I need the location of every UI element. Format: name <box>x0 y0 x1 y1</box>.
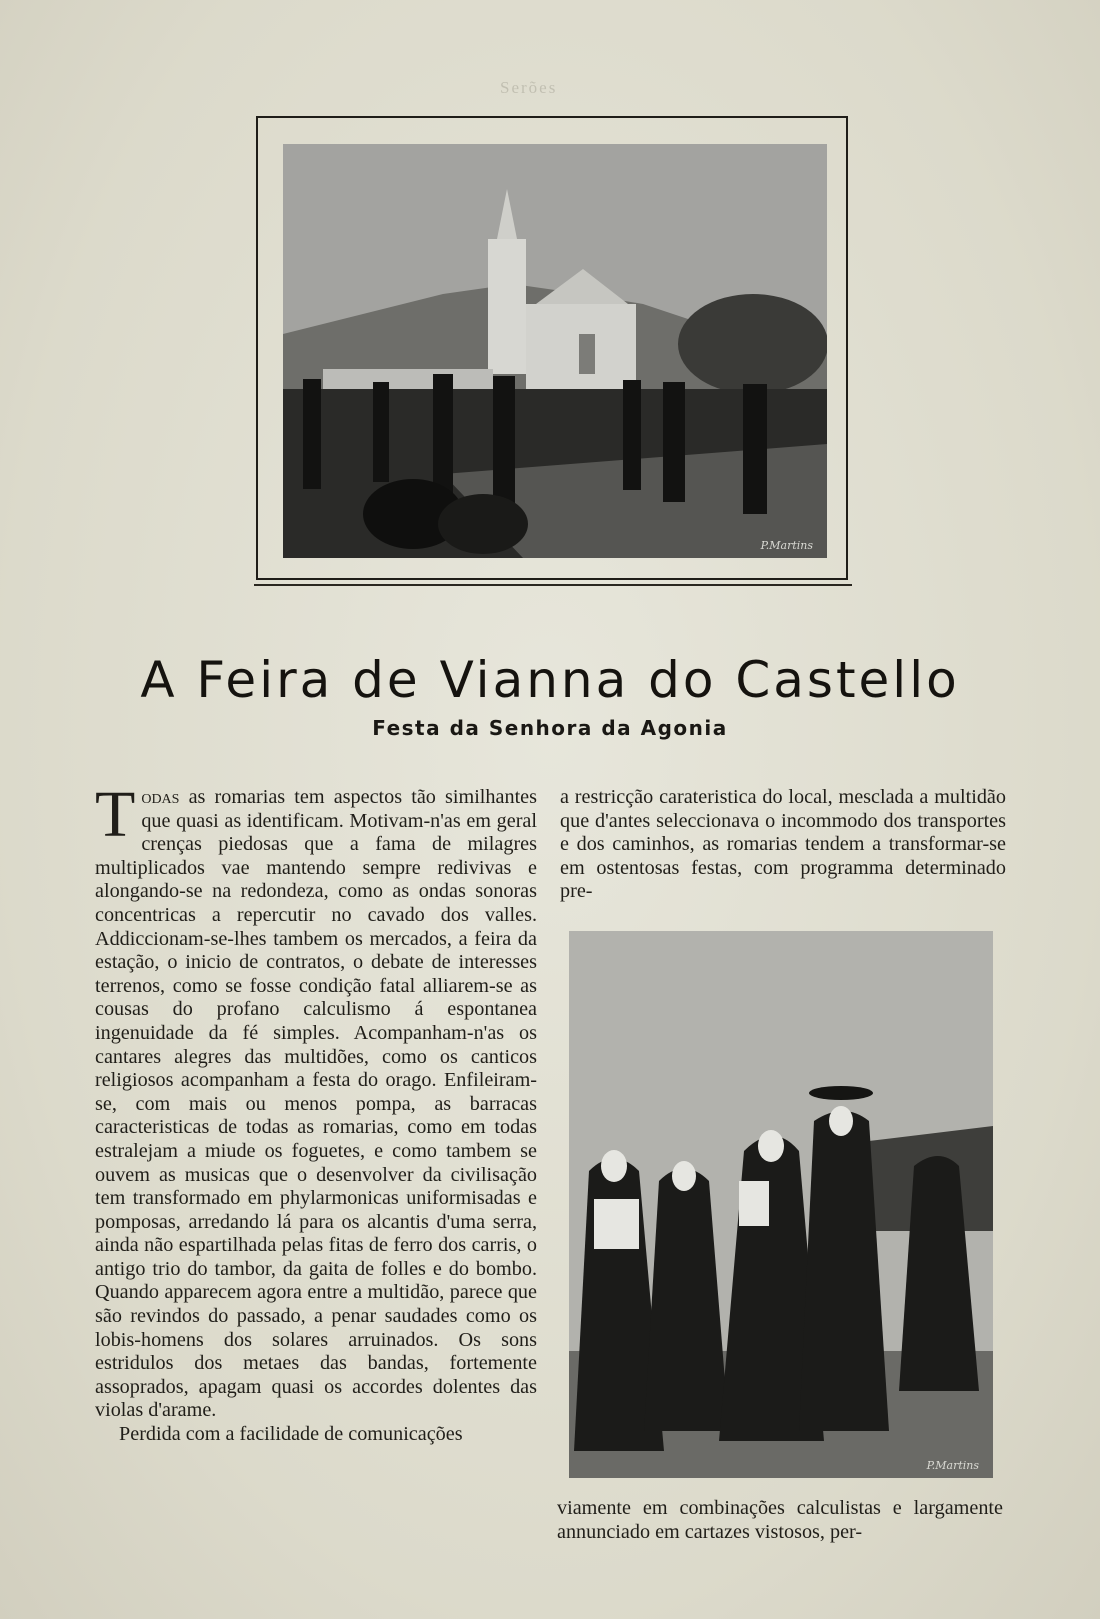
festival-church-photo <box>283 144 827 558</box>
left-text-column <box>95 778 537 1447</box>
article-title: A Feira de Vianna do Castello <box>140 650 960 709</box>
photo-signature: P.Martins <box>760 539 813 552</box>
drop-cap: T <box>95 778 136 851</box>
right-text-column-bottom: viamente em combinações calculistas e largamente annunciado em cartazes vistosos, per- <box>557 1497 1003 1543</box>
procession-women-photo <box>569 931 993 1478</box>
procession-illustration <box>569 931 993 1478</box>
paragraph-1 <box>95 778 537 1423</box>
paragraph-1-body: as romarias tem aspectos tão similhantes que quasi as identificam. Motivam-n'as em geral crenças piedosas que a fama de milagres multiplicados vae mantendo sempre redivivas e alongando-se na redondeza, como as ondas sonoras concentricas a repercutir no cavado dos valles. Addiccionam-se-lhes tambem os mercados, a feira da estação, o inicio de contratos, o debate de interesses terrenos, como se fosse condição fatal alliarem-se as cousas do profano calculismo á espontanea ingenuidade da fé simples. Acompanham-n'as os cantares alegres das multidões, como os canticos religiosos acompanham a festa do orago. Enfileiram-se, com mais ou menos pompa, as barracas caracteristicas de todas as romarias, como em todas estralejam a miude os foguetes, e como tambem se ouvem as musicas que o desenvolver da civilisação tem transformado em phylarmonicas uniformisadas e pomposas, arredando lá para os alcantis d'uma serra, ainda não espartilhada pelas fitas de ferro dos carris, o antigo trio do tambor, da gaita de folles e do bombo. Quando apparecem agora entre a multidão, parece que são revindos do passado, a penar saudades como os lobis-homens dos solares arruinados. Os sons estridulos dos metaes das bandas, fortemente assoprados, apagam quasi os accordes dolentes das violas d'arame. <box>95 786 537 1422</box>
lead-in: odas <box>141 786 180 808</box>
right-text-column-top: a restricção carateristica do local, mesclada a multidão que d'antes seleccionava o incommodo dos transportes e dos caminhos, as romarias tendem a transformar-se em ostentosas festas, com programma determinado pre- <box>560 786 1006 903</box>
paragraph-2: Perdida com a facilidade de comunicações <box>119 1423 463 1446</box>
photo-signature: P.Martins <box>926 1459 979 1472</box>
ghost-running-header: Serões <box>500 78 558 97</box>
article-subtitle: Festa da Senhora da Agonia <box>372 716 728 740</box>
festival-church-illustration <box>283 144 827 558</box>
